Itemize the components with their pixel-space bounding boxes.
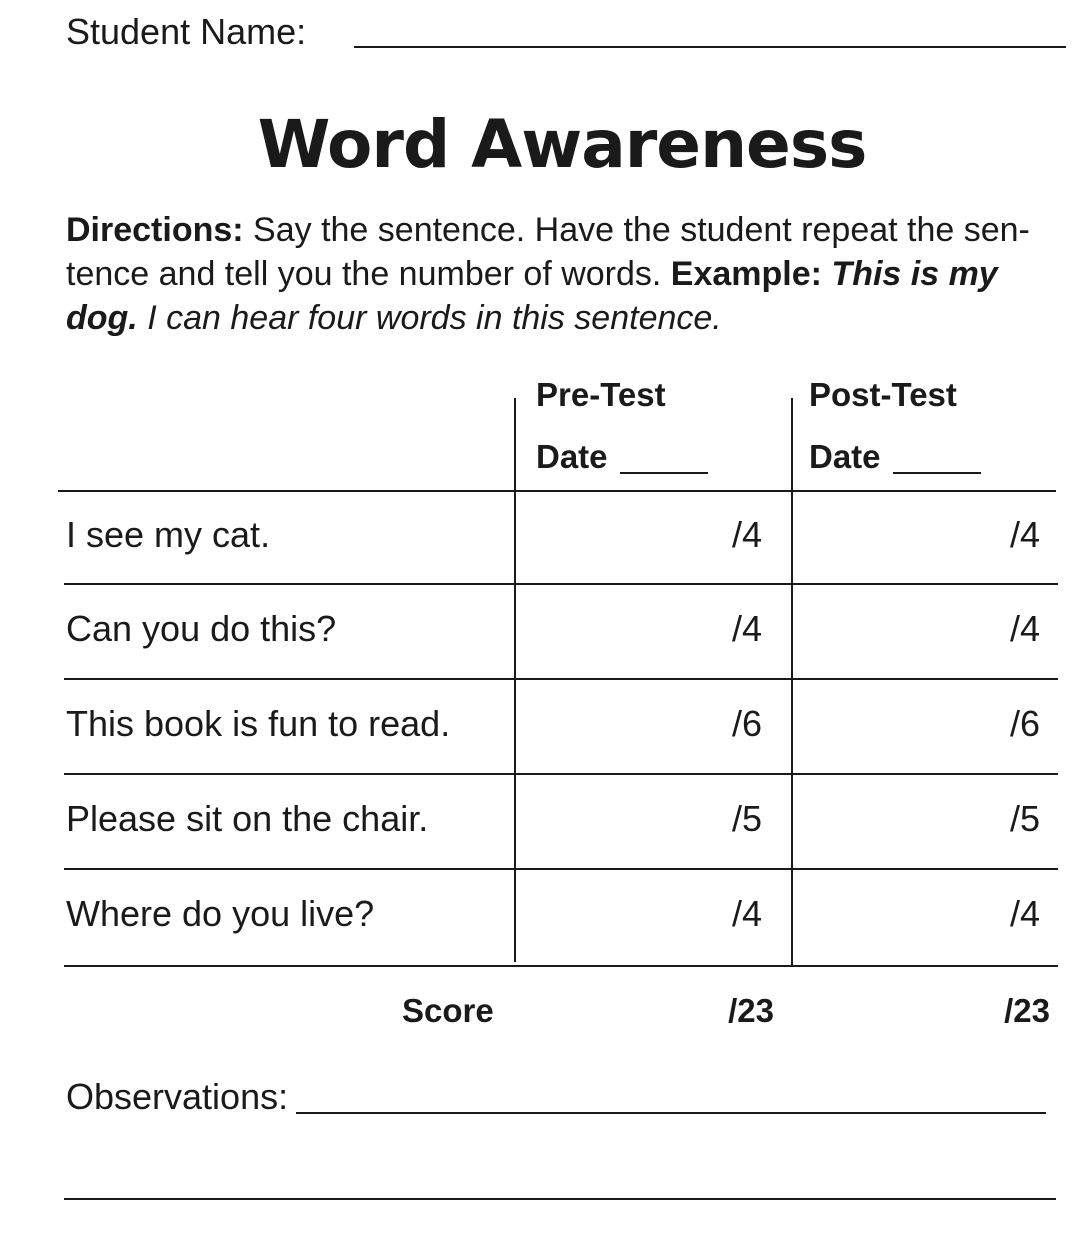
pre-test-total-score[interactable]: /23: [728, 992, 774, 1029]
post-test-score-cell[interactable]: /4: [1009, 893, 1040, 934]
column-divider-post: [791, 398, 793, 966]
table-row-sentence: Please sit on the chair.: [66, 798, 429, 839]
score-label: Score: [402, 992, 494, 1029]
pre-test-date-field[interactable]: [620, 472, 708, 474]
row-divider: [64, 773, 1058, 775]
row-divider: [64, 678, 1058, 680]
post-test-score-cell[interactable]: /4: [1009, 608, 1040, 649]
table-header-rule: [58, 490, 1056, 492]
directions-paragraph: [66, 208, 1041, 340]
row-divider: [64, 868, 1058, 870]
post-test-date-field[interactable]: [893, 472, 981, 474]
post-test-score-cell[interactable]: /6: [1009, 703, 1040, 744]
student-name-label: Student Name:: [66, 11, 307, 52]
table-row-sentence: I see my cat.: [66, 514, 271, 555]
directions-text: Say the sentence. Have the student repeat the sen-tence and tell you the number of words.: [66, 211, 1030, 293]
pre-test-score-cell[interactable]: /4: [731, 608, 762, 649]
observations-label: Observations:: [66, 1076, 289, 1117]
pre-test-heading: Pre-Test: [536, 376, 666, 413]
pre-test-date: [536, 434, 708, 480]
row-divider: [64, 583, 1058, 585]
page-title: Word Awareness: [257, 106, 867, 183]
example-sentence: This is my dog.: [66, 255, 998, 337]
post-test-date-label: Date: [809, 438, 881, 475]
post-test-score-cell[interactable]: /5: [1009, 798, 1040, 839]
table-bottom-rule: [64, 965, 1058, 967]
observations-line-2[interactable]: [64, 1198, 1056, 1200]
example-label: Example:: [670, 255, 822, 293]
pre-test-date-label: Date: [536, 438, 608, 475]
example-text: I can hear four words in this sentence.: [137, 299, 722, 337]
post-test-date: [809, 434, 981, 480]
post-test-total-score[interactable]: /23: [1004, 992, 1050, 1029]
table-row-sentence: Where do you live?: [66, 893, 375, 934]
post-test-score-cell[interactable]: /4: [1009, 514, 1040, 555]
table-row-sentence: Can you do this?: [66, 608, 337, 649]
column-divider-pre: [514, 398, 516, 962]
pre-test-score-cell[interactable]: /4: [731, 893, 762, 934]
directions-label: Directions:: [66, 211, 244, 249]
pre-test-score-cell[interactable]: /5: [731, 798, 762, 839]
student-name-field[interactable]: [354, 46, 1066, 48]
post-test-heading: Post-Test: [809, 376, 957, 413]
table-row-sentence: This book is fun to read.: [66, 703, 451, 744]
pre-test-score-cell[interactable]: /4: [731, 514, 762, 555]
pre-test-score-cell[interactable]: /6: [731, 703, 762, 744]
observations-line-1[interactable]: [296, 1112, 1046, 1114]
